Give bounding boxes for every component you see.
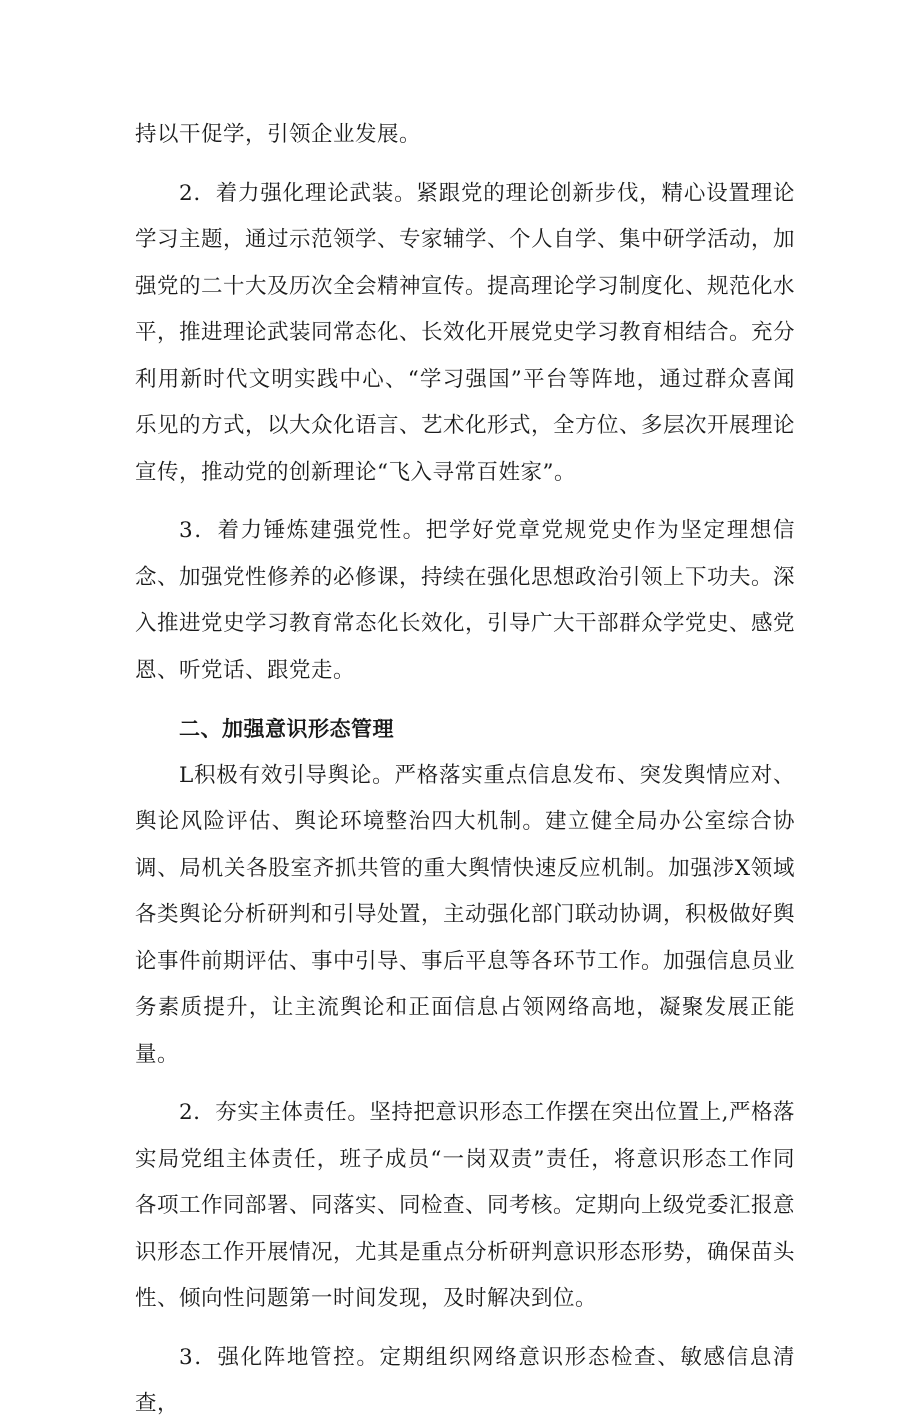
paragraph-theory-armament: 2．着力强化理论武装。紧跟党的理论创新步伐，精心设置理论学习主题，通过示范领学、专家辅学、个人自学、集中研学活动，加强党的二十大及历次全会精神宣传。提高理论学习制度化、规范化水平，推进理论武装同常态化、长效化开展党史学习教育相结合。充分利用新时代文明实践中心、“学习强国”平台等阵地，通过群众喜闻乐见的方式，以大众化语言、艺术化形式，全方位、多层次开展理论宣传，推动党的创新理论“飞入寻常百姓家”。	[135, 180, 796, 485]
paragraph-continuation: 持以干促学，引领企业发展。	[135, 122, 422, 147]
paragraph-gap	[135, 159, 795, 171]
paragraph-gap	[135, 1323, 795, 1335]
paragraph-party-spirit: 3．着力锤炼建强党性。把学好党章党规党史作为坚定理想信念、加强党性修养的必修课，持续在强化思想政治引领上下功夫。深入推进党史学习教育常态化长效化，引导广大干部群众学党史、感党恩、听党话、跟党走。	[135, 518, 796, 683]
paragraph-public-opinion: L积极有效引导舆论。严格落实重点信息发布、突发舆情应对、舆论风险评估、舆论环境整治四大机制。建立健全局办公室综合协调、局机关各股室齐抓共管的重大舆情快速反应机制。加强涉X领域各类舆论分析研判和引导处置，主动强化部门联动协调，积极做好舆论事件前期评估、事中引导、事后平息等各环节工作。加强信息员业务素质提升，让主流舆论和正面信息占领网络高地，凝聚发展正能量。	[135, 762, 796, 1067]
paragraph-gap	[135, 694, 795, 706]
paragraph-main-responsibility: 2．夯实主体责任。坚持把意识形态工作摆在突出位置上,严格落实局党组主体责任，班子成员“一岗双责”责任，将意识形态工作同各项工作同部署、同落实、同检查、同考核。定期向上级党委汇报意识形态工作开展情况，尤其是重点分析研判意识形态形势，确保苗头性、倾向性问题第一时间发现，及时解决到位。	[135, 1100, 796, 1311]
paragraph-gap	[135, 496, 795, 508]
document-body	[135, 112, 795, 1428]
section-heading-ideology: 二、加强意识形态管理	[179, 717, 394, 741]
paragraph-gap	[135, 1078, 795, 1090]
paragraph-position-control: 3．强化阵地管控。定期组织网络意识形态检查、敏感信息清查，	[135, 1344, 795, 1416]
